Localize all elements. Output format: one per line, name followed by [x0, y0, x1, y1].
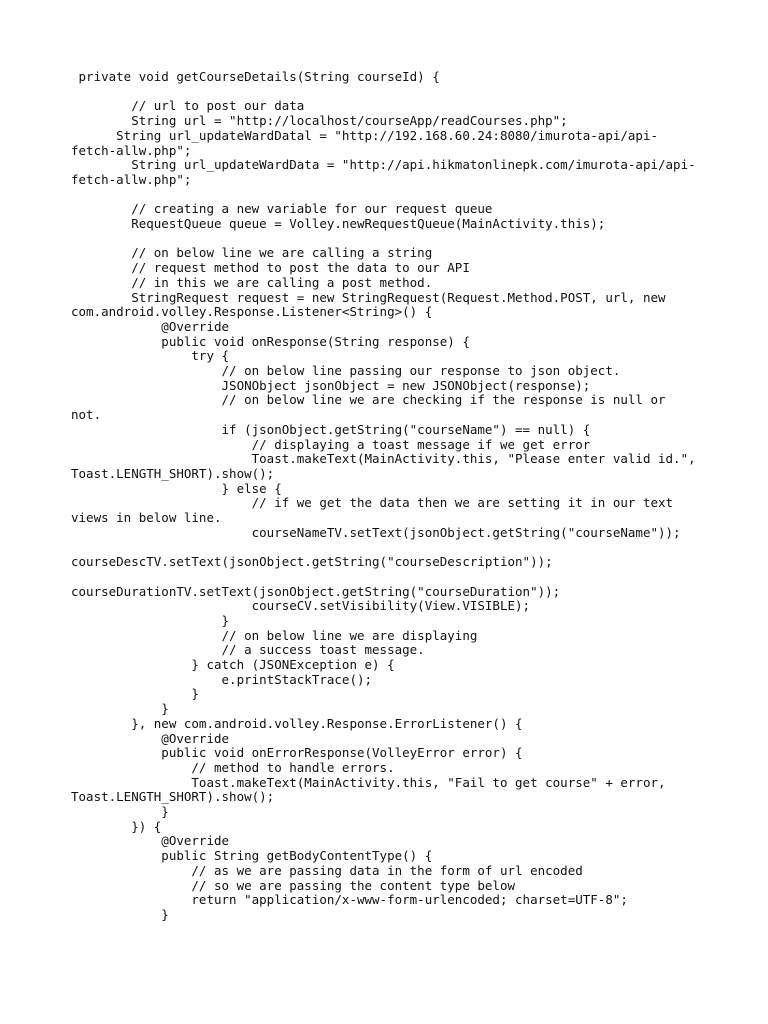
code-line: return "application/x-www-form-urlencoded; charset=UTF-8";: [71, 892, 628, 908]
code-line: // on below line we are displaying: [71, 627, 478, 643]
code-line: // a success toast message.: [71, 642, 425, 658]
code-line: [71, 540, 711, 555]
code-line: @Override: [71, 833, 230, 849]
code-line: Toast.makeText(MainActivity.this, "Fail to get course" + error,: [71, 774, 666, 790]
code-line: // url to post our data: [71, 98, 305, 114]
code-line: courseDurationTV.setText(jsonObject.getString("courseDuration"));: [71, 583, 561, 599]
code-line: // method to handle errors.: [71, 759, 395, 775]
code-line: fetch-allw.php";: [71, 171, 192, 187]
code-line: String url_updateWardDatal = "http://192.168.60.24:8080/imurota-api/api-: [71, 127, 658, 143]
code-listing: [71, 70, 711, 923]
code-line: StringRequest request = new StringRequest(Request.Method.POST, url, new: [71, 289, 666, 305]
code-line: // if we get the data then we are setting it in our text: [71, 495, 674, 511]
code-line: }: [71, 804, 169, 820]
code-line: String url = "http://localhost/courseApp/readCourses.php";: [71, 113, 568, 129]
code-line: [71, 232, 711, 247]
code-line: public void onErrorResponse(VolleyError error) {: [71, 745, 523, 761]
code-line: public String getBodyContentType() {: [71, 848, 433, 864]
code-line: Toast.LENGTH_SHORT).show();: [71, 789, 275, 805]
code-line: // creating a new variable for our request queue: [71, 201, 493, 217]
code-line: if (jsonObject.getString("courseName") == null) {: [71, 421, 591, 437]
code-line: // on below line passing our response to json object.: [71, 363, 621, 379]
code-line: [71, 85, 711, 100]
code-line: }, new com.android.volley.Response.ErrorListener() {: [71, 715, 523, 731]
code-line: }: [71, 701, 169, 717]
code-line: }) {: [71, 818, 162, 834]
code-line: fetch-allw.php";: [71, 142, 192, 158]
code-line: // as we are passing data in the form of url encoded: [71, 862, 583, 878]
code-line: private void getCourseDetails(String courseId) {: [71, 69, 440, 84]
code-line: courseCV.setVisibility(View.VISIBLE);: [71, 598, 531, 614]
code-line: // so we are passing the content type below: [71, 877, 516, 893]
code-line: try {: [71, 348, 230, 364]
code-line: String url_updateWardData = "http://api.hikmatonlinepk.com/imurota-api/api-: [71, 157, 696, 173]
code-line: @Override: [71, 730, 230, 746]
code-line: // displaying a toast message if we get error: [71, 436, 591, 452]
code-line: RequestQueue queue = Volley.newRequestQueue(MainActivity.this);: [71, 216, 606, 231]
code-line: views in below line.: [71, 510, 222, 526]
code-line: // request method to post the data to our API: [71, 260, 470, 276]
code-line: } else {: [71, 480, 282, 496]
code-line: e.printStackTrace();: [71, 671, 373, 687]
code-line: // on below line we are checking if the response is null or: [71, 392, 666, 408]
code-line: }: [71, 612, 230, 628]
code-line: // in this we are calling a post method.: [71, 274, 433, 290]
code-line: } catch (JSONException e) {: [71, 657, 395, 673]
code-line: not.: [71, 407, 102, 423]
code-line: [71, 188, 711, 203]
code-line: }: [71, 907, 169, 922]
code-line: [71, 570, 711, 585]
code-line: courseDescTV.setText(jsonObject.getString("courseDescription"));: [71, 554, 553, 570]
code-line: com.android.volley.Response.Listener<String>() {: [71, 304, 433, 320]
code-line: JSONObject jsonObject = new JSONObject(response);: [71, 377, 591, 393]
code-line: // on below line we are calling a string: [71, 245, 433, 261]
code-line: public void onResponse(String response) {: [71, 333, 470, 349]
code-line: Toast.LENGTH_SHORT).show();: [71, 465, 275, 481]
code-line: Toast.makeText(MainActivity.this, "Please enter valid id.",: [71, 451, 696, 467]
code-line: courseNameTV.setText(jsonObject.getString("courseName"));: [71, 524, 681, 540]
code-line: @Override: [71, 318, 230, 334]
code-line: }: [71, 686, 199, 702]
